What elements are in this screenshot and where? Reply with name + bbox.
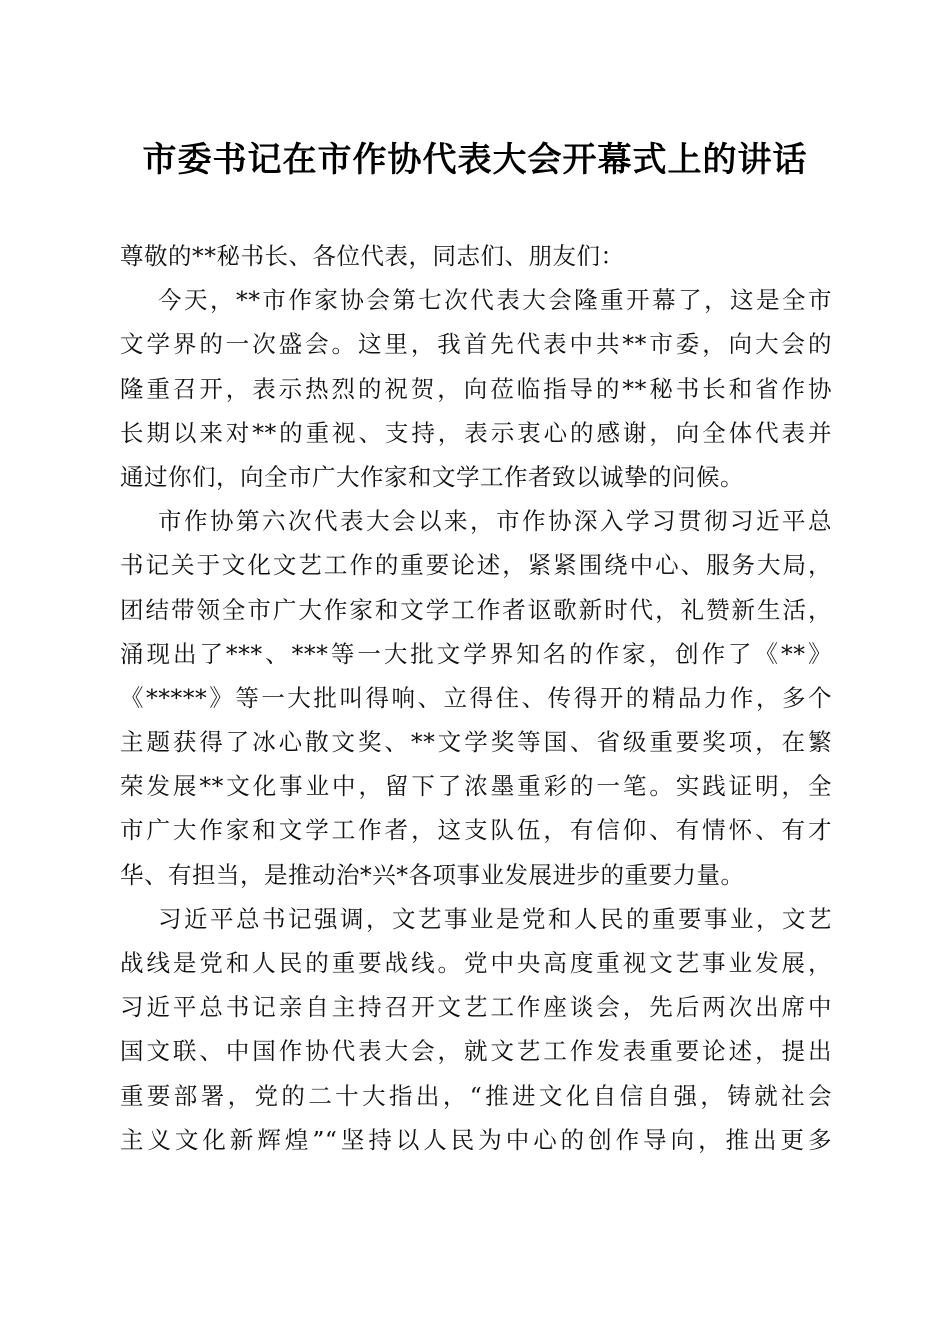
paragraph-2-line-4: 涌现出了***、***等一大批文学界知名的作家，创作了《**》 [120,639,832,668]
paragraph-1-line-1: 今天，**市作家协会第七次代表大会隆重开幕了，这是全市 [158,286,832,315]
paragraph-3-line-6: 主义文化新辉煌”“坚持以人民为中心的创作导向，推出更多 [120,1125,832,1154]
paragraph-3-line-2: 战线是党和人民的重要战线。党中央高度重视文艺事业发展， [120,949,832,977]
document-body [120,234,832,1162]
salutation-line: 尊敬的**秘书长、各位代表，同志们、朋友们： [120,242,625,270]
paragraph-2-line-7: 荣发展**文化事业中，留下了浓墨重彩的一笔。实践证明，全 [120,772,832,801]
paragraph-1-line-2: 文学界的一次盛会。这里，我首先代表中共**市委，向大会的 [120,330,832,359]
paragraph-1-line-4: 长期以来对**的重视、支持，表示衷心的感谢，向全体代表并 [120,418,832,447]
paragraph-2-line-5: 《*****》等一大批叫得响、立得住、传得开的精品力作，多个 [120,683,832,712]
paragraph-1-line-5: 通过你们，向全市广大作家和文学工作者致以诚挚的问候。 [120,462,744,491]
paragraph-3-line-1: 习近平总书记强调，文艺事业是党和人民的重要事业，文艺 [158,904,832,933]
paragraph-2-line-3: 团结带领全市广大作家和文学工作者讴歌新时代，礼赞新生活， [120,595,832,624]
paragraph-3-line-5: 重要部署，党的二十大指出，“推进文化自信自强，铸就社会 [120,1081,832,1110]
paragraph-2-line-8: 市广大作家和文学工作者，这支队伍，有信仰、有情怀、有才 [120,816,832,845]
document-title: 市委书记在市作协代表大会开幕式上的讲话 [142,140,808,180]
paragraph-3-line-4: 国文联、中国作协代表大会，就文艺工作发表重要论述，提出 [120,1037,832,1066]
paragraph-2-line-1: 市作协第六次代表大会以来，市作协深入学习贯彻习近平总 [158,507,832,536]
paragraph-1-line-3: 隆重召开，表示热烈的祝贺，向莅临指导的**秘书长和省作协 [120,374,832,403]
paragraph-2-line-9: 华、有担当，是推动治*兴*各项事业发展进步的重要力量。 [120,860,745,889]
paragraph-3-line-3: 习近平总书记亲自主持召开文艺工作座谈会，先后两次出席中 [120,993,832,1022]
paragraph-2-line-6: 主题获得了冰心散文奖、**文学奖等国、省级重要奖项，在繁 [120,728,832,757]
paragraph-2-line-2: 书记关于文化文艺工作的重要论述，紧紧围绕中心、服务大局， [120,551,832,580]
